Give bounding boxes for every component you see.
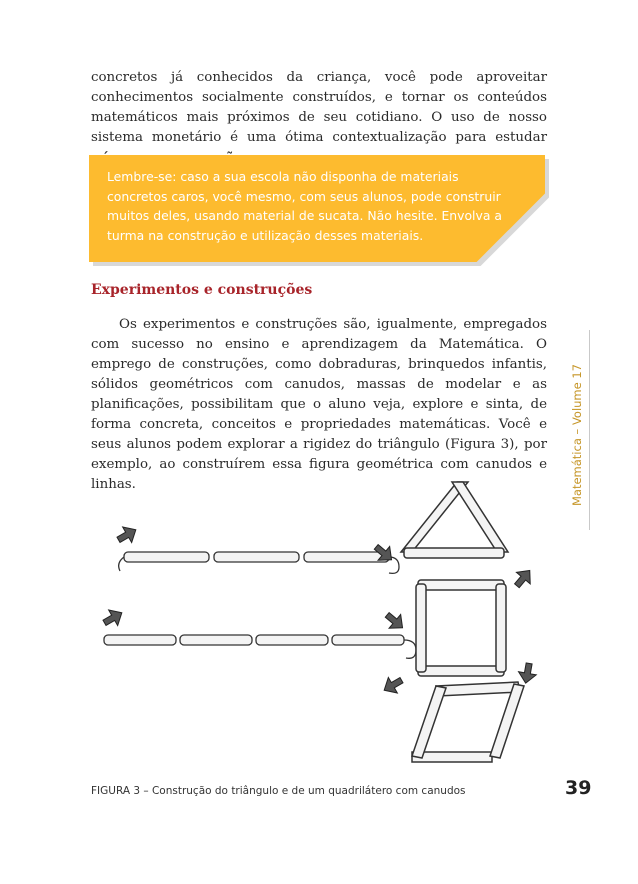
figure-3-illustration	[90, 470, 560, 770]
section-paragraph: Os experimentos e construções são, igualmente, empregados com sucesso no ensino e aprendizagem da Matemática. O emprego de construções, como dobraduras, brinquedos infantis, sólidos geométricos com canudos, massas de modelar e as planificações, possibilitam que o aluno veja, explore e sinta, de forma concreta, conceitos e propriedades matemáticas. Você e seus alunos podem explorar a rigidez do triângulo (Figura 3), por exemplo, ao construírem essa figura geométrica com canudos e linhas.	[91, 317, 547, 492]
curved-arrow-icon	[510, 565, 537, 592]
sidebar-volume-text: Matemática – Volume 17	[570, 364, 584, 506]
sidebar-volume-label	[563, 345, 591, 525]
straw-square	[416, 580, 506, 676]
straw-triangle	[401, 482, 508, 558]
curved-arrow-icon	[380, 672, 406, 698]
straw-row-1	[119, 552, 399, 573]
straw-rhombus	[412, 682, 524, 762]
intro-text-before: concretos já conhecidos da criança, você pode aproveitar conhecimentos socialmente construídos, e tornar os conteúdos matemáticos mais próximos de seu cotidiano. O uso de nosso sistema monetário é uma ótima contextualização para estudar	[91, 70, 547, 145]
curved-arrow-icon	[381, 608, 408, 635]
intro-paragraph	[91, 68, 547, 169]
page-number: 39	[565, 777, 592, 799]
curved-arrow-icon	[114, 522, 140, 548]
callout-text: Lembre-se: caso a sua escola não disponha de materiais concretos caros, você mesmo, com seus alunos, pode construir muitos deles, usando material de sucata. Não hesite. Envolva a turma na construção e utilização desses materiais.	[107, 169, 502, 243]
curved-arrow-icon	[100, 605, 126, 631]
straw-row-2	[104, 635, 416, 658]
curved-arrow-icon	[517, 662, 538, 685]
sidebar-rule	[589, 330, 590, 530]
section-heading: Experimentos e construções	[91, 282, 313, 298]
figure-caption: FIGURA 3 – Construção do triângulo e de um quadrilátero com canudos	[91, 785, 466, 797]
